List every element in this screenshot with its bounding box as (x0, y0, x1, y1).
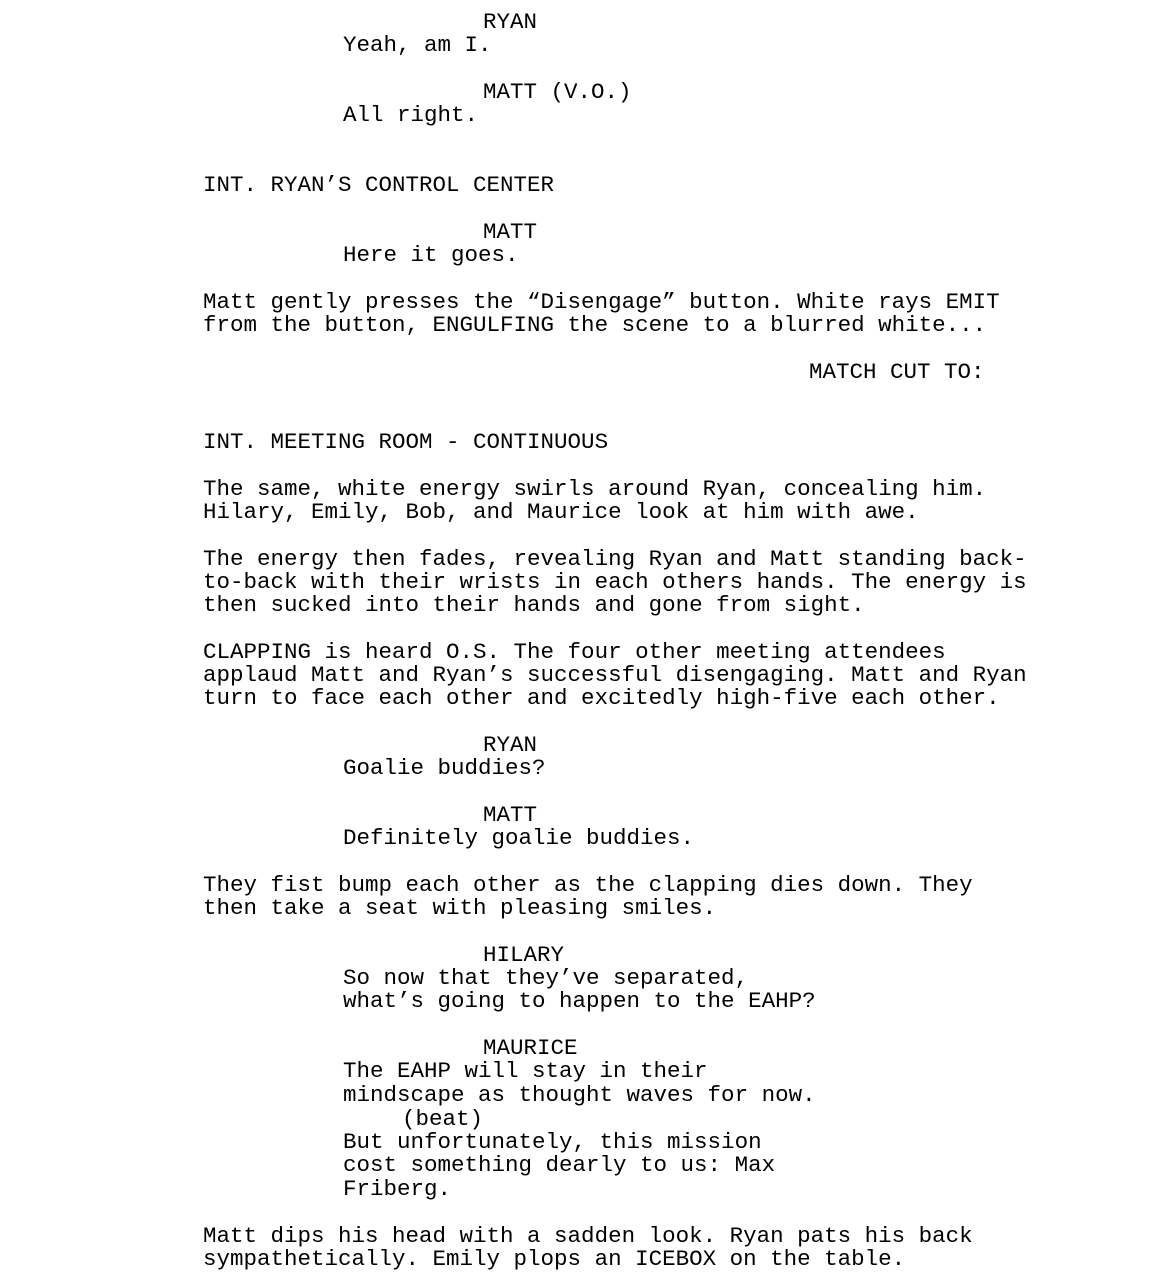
dialogue-line: So now that they’ve separated, (343, 965, 749, 991)
character-name: MATT (483, 802, 538, 828)
dialogue-line: The EAHP will stay in their (343, 1058, 708, 1084)
transition: MATCH CUT TO: (809, 359, 985, 385)
action-line: to-back with their wrists in each others hands. The energy is (203, 569, 1027, 595)
action-line: They fist bump each other as the clapping dies down. They (203, 872, 973, 898)
scene-heading: INT. MEETING ROOM - CONTINUOUS (203, 429, 609, 455)
action-line: turn to face each other and excitedly high-five each other. (203, 685, 1000, 711)
action-line: Matt dips his head with a sadden look. Ryan pats his back (203, 1223, 973, 1249)
character-name: RYAN (483, 9, 538, 35)
dialogue-line: Yeah, am I. (343, 32, 492, 58)
character-name: MATT (V.O.) (483, 79, 632, 105)
dialogue-line: mindscape as thought waves for now. (343, 1082, 816, 1108)
character-name: MAURICE (483, 1035, 578, 1061)
action-line: then take a seat with pleasing smiles. (203, 895, 717, 921)
dialogue-line: Goalie buddies? (343, 755, 546, 781)
scene-heading: INT. RYAN’S CONTROL CENTER (203, 172, 555, 198)
parenthetical: (beat) (402, 1106, 484, 1132)
action-line: sympathetically. Emily plops an ICEBOX on the table. (203, 1246, 906, 1272)
dialogue-line: But unfortunately, this mission (343, 1129, 762, 1155)
dialogue-line: All right. (343, 102, 479, 128)
action-line: CLAPPING is heard O.S. The four other meeting attendees (203, 639, 946, 665)
dialogue-line: what’s going to happen to the EAHP? (343, 988, 816, 1014)
action-line: Matt gently presses the “Disengage” button. White rays EMIT (203, 289, 1000, 315)
action-line: from the button, ENGULFING the scene to a blurred white... (203, 312, 987, 338)
character-name: MATT (483, 219, 538, 245)
action-line: then sucked into their hands and gone from sight. (203, 592, 865, 618)
dialogue-line: cost something dearly to us: Max (343, 1152, 776, 1178)
character-name: HILARY (483, 942, 565, 968)
action-line: Hilary, Emily, Bob, and Maurice look at him with awe. (203, 499, 919, 525)
dialogue-line: Definitely goalie buddies. (343, 825, 695, 851)
action-line: applaud Matt and Ryan’s successful disengaging. Matt and Ryan (203, 662, 1027, 688)
dialogue-line: Here it goes. (343, 242, 519, 268)
action-line: The same, white energy swirls around Ryan, concealing him. (203, 476, 987, 502)
dialogue-line: Friberg. (343, 1176, 452, 1202)
action-line: The energy then fades, revealing Ryan and Matt standing back- (203, 546, 1027, 572)
character-name: RYAN (483, 732, 538, 758)
